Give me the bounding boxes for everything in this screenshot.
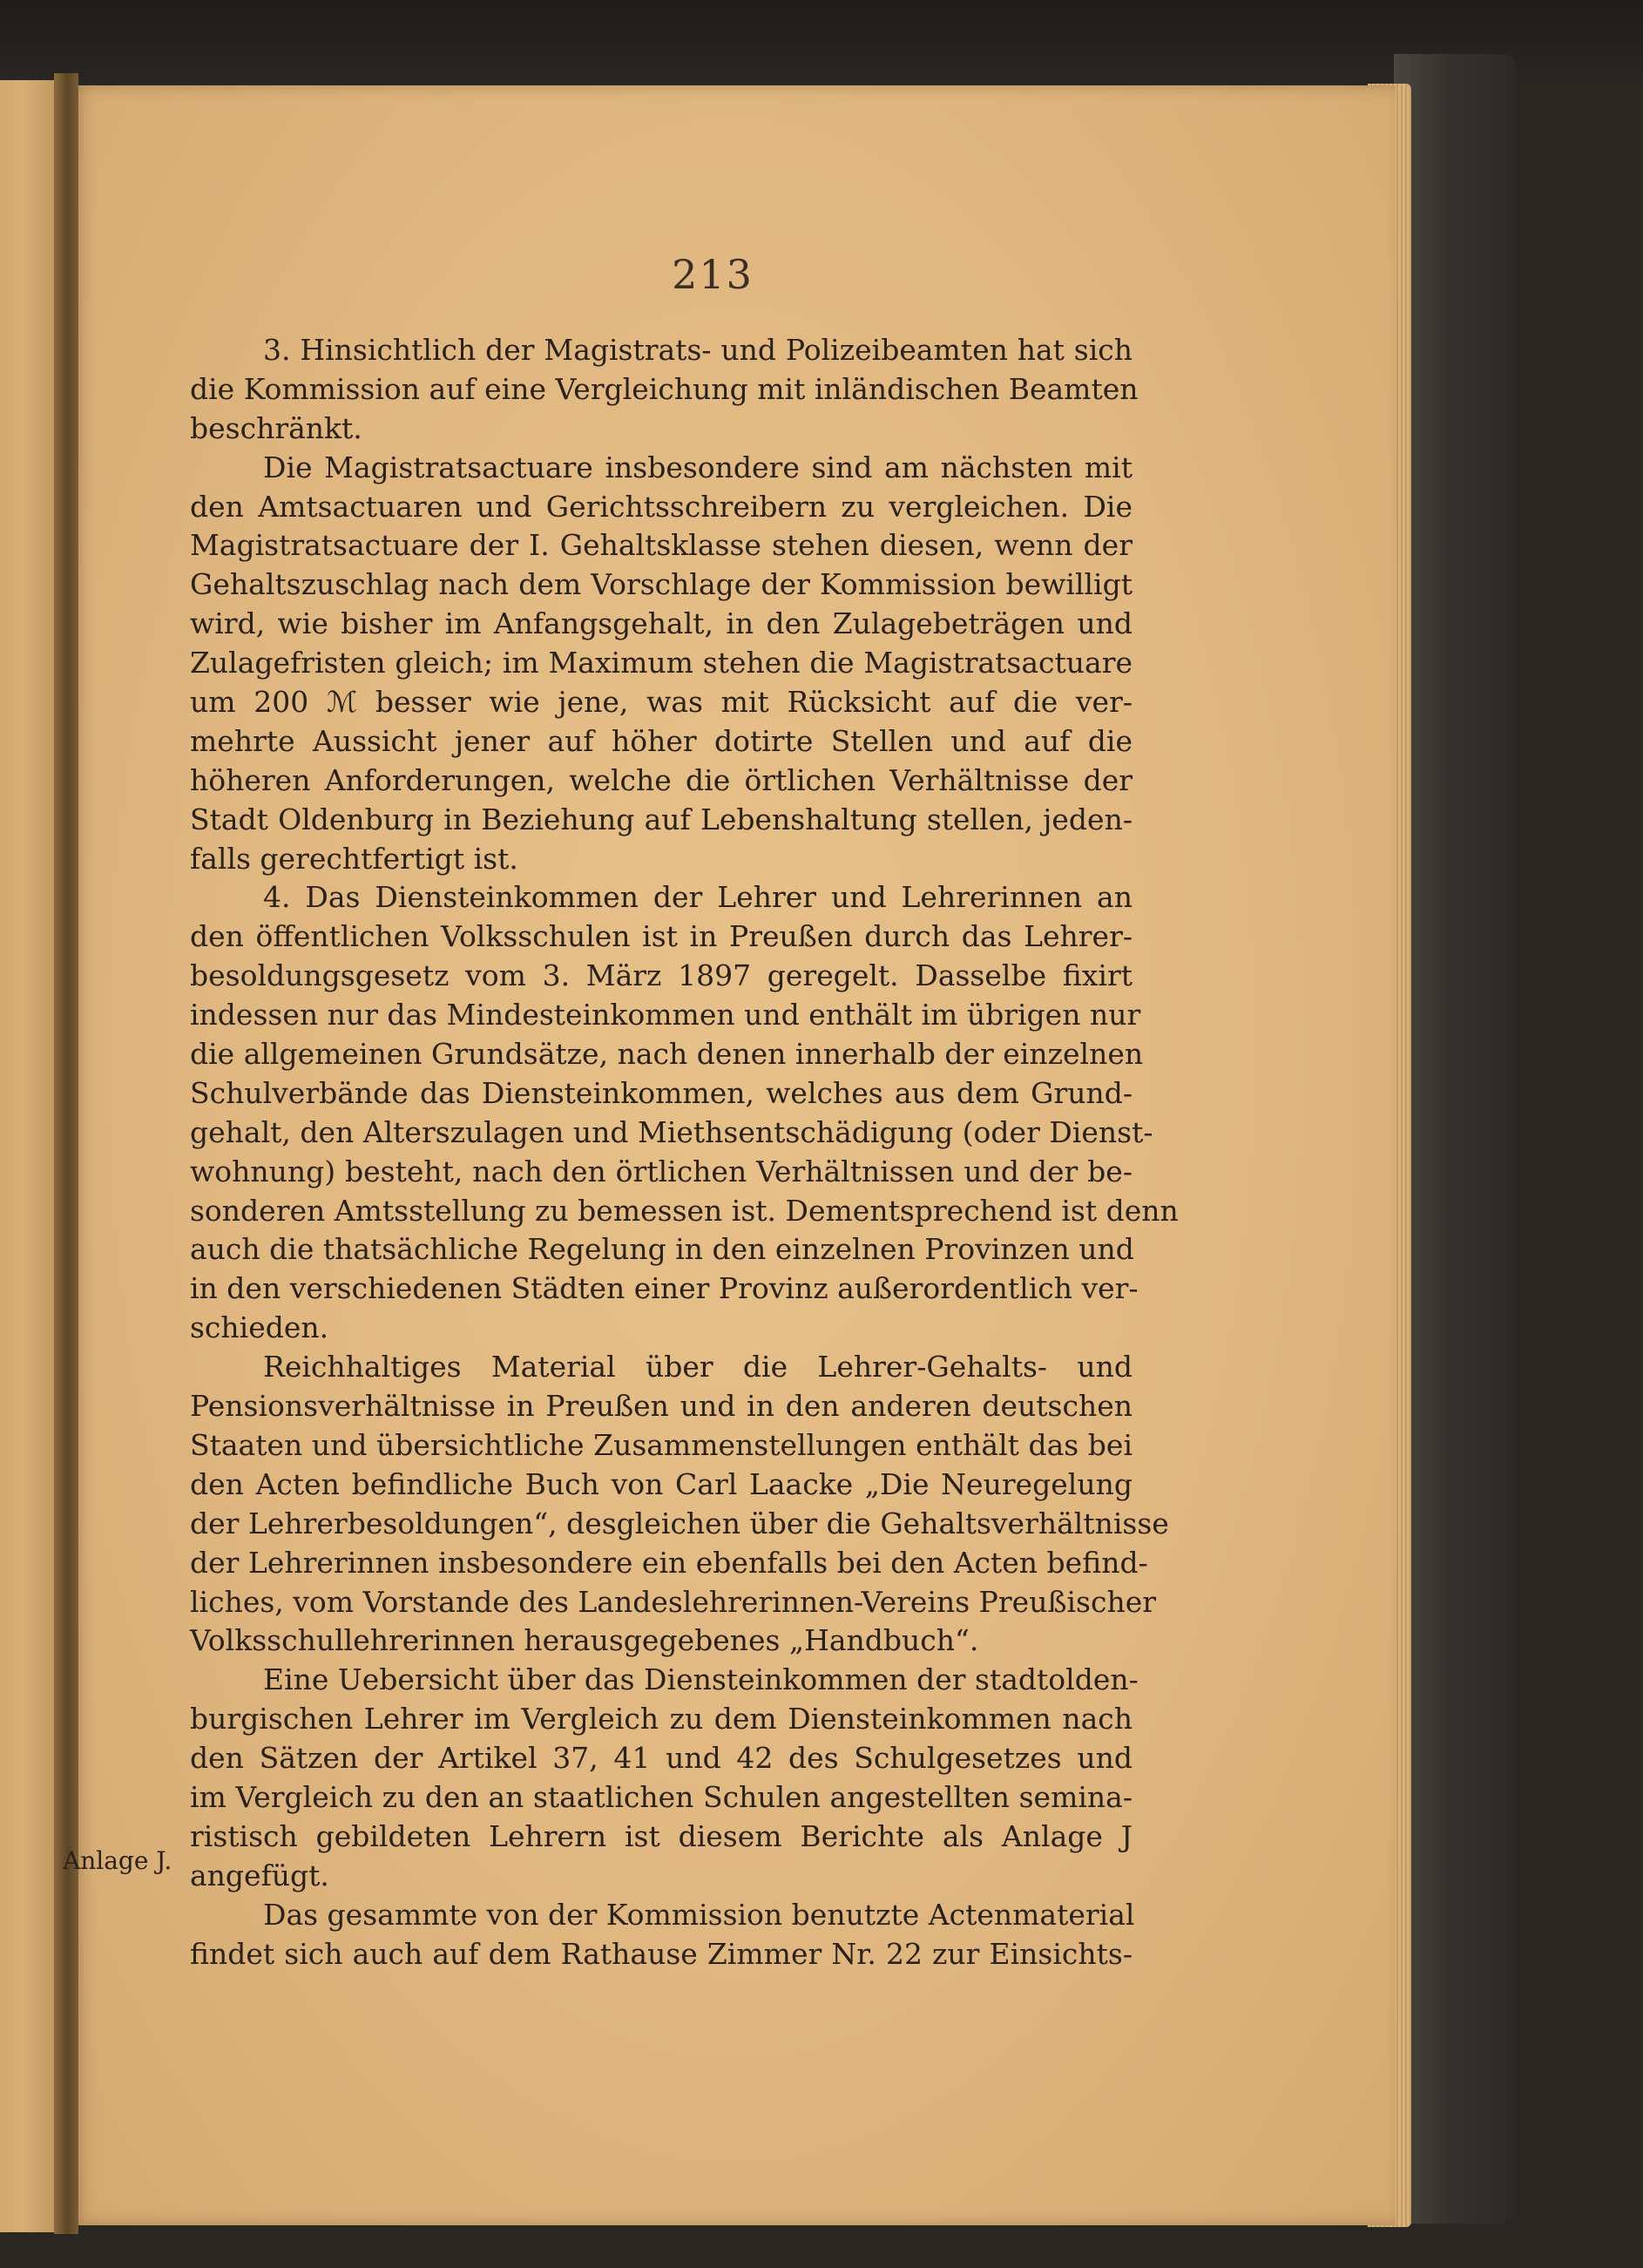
text-line: Magistratsactuare der I. Gehaltsklasse stehen diesen, wenn der [190, 528, 1133, 563]
text-line: Reichhaltiges Material über die Lehrer-Gehalts- und [263, 1350, 1133, 1384]
text-line: Eine Uebersicht über das Diensteinkommen der stadtolden- [263, 1662, 1139, 1697]
text-line: den Acten befindliche Buch von Carl Laacke „Die Neuregelung [190, 1466, 1133, 1501]
text-line: den öffentlichen Volksschulen ist in Preußen durch das Lehrer- [190, 919, 1133, 954]
text-line: indessen nur das Mindesteinkommen und enthält im übrigen nur [190, 998, 1141, 1032]
text-line: der Lehrerbesoldungen“, desgleichen über die Gehaltsverhältnisse [190, 1506, 1169, 1540]
book-cover-edge [1394, 54, 1516, 2224]
text-line: 3. Hinsichtlich der Magistrats- und Polizeibeamten hat sich [263, 333, 1133, 367]
text-line: angefügt. [190, 1858, 329, 1892]
text-line: sonderen Amtsstellung zu bemessen ist. Dementsprechend ist denn [190, 1193, 1179, 1228]
text-line: die Kommission auf eine Vergleichung mit inländischen Beamten [190, 371, 1139, 406]
text-line: Staaten und übersichtliche Zusammenstellungen enthält das bei [190, 1427, 1133, 1462]
body-text [190, 331, 1179, 1973]
text-line: beschränkt. [190, 410, 362, 445]
text-line: auch die thatsächliche Regelung in den einzelnen Provinzen und [190, 1232, 1134, 1267]
text-line: liches, vom Vorstande des Landeslehrerinnen-Vereins Preußischer [190, 1584, 1157, 1619]
text-line: Das gesammte von der Kommission benutzte Actenmaterial [263, 1897, 1135, 1932]
text-line: den Sätzen der Artikel 37, 41 und 42 des Schulgesetzes und [190, 1741, 1133, 1776]
text-line: wird, wie bisher im Anfangsgehalt, in den Zulagebeträgen und [190, 606, 1133, 641]
text-line: 4. Das Diensteinkommen der Lehrer und Lehrerinnen an [263, 880, 1133, 915]
text-line: ristisch gebildeten Lehrern ist diesem Berichte als Anlage J [190, 1818, 1133, 1853]
text-line: besoldungsgesetz vom 3. März 1897 geregelt. Dasselbe fixirt [190, 958, 1133, 993]
text-line: Zulagefristen gleich; im Maximum stehen die Magistratsactuare [190, 646, 1133, 680]
text-line: Schulverbände das Diensteinkommen, welches aus dem Grund- [190, 1075, 1133, 1110]
text-line: burgischen Lehrer im Vergleich zu dem Diensteinkommen nach [190, 1702, 1133, 1737]
text-line: Gehaltszuschlag nach dem Vorschlage der Kommission bewilligt [190, 567, 1133, 602]
text-line: schieden. [190, 1310, 329, 1345]
text-line: die allgemeinen Grundsätze, nach denen innerhalb der einzelnen [190, 1037, 1144, 1072]
text-line: den Amtsactuaren und Gerichtsschreibern zu vergleichen. Die [190, 489, 1133, 524]
text-line: wohnung) besteht, nach den örtlichen Verhältnissen und der be- [190, 1154, 1133, 1188]
text-line: falls gerechtfertigt ist. [190, 841, 518, 876]
text-line: höheren Anforderungen, welche die örtlichen Verhältnisse der [190, 762, 1133, 797]
text-line: Die Magistratsactuare insbesondere sind am nächsten mit [263, 450, 1133, 484]
text-line: Volksschullehrerinnen herausgegebenes „Handbuch“. [190, 1623, 979, 1658]
page-number: 213 [672, 251, 754, 298]
book-gutter [54, 73, 78, 2234]
margin-note: Anlage J. [63, 1846, 172, 1875]
text-line: mehrte Aussicht jener auf höher dotirte Stellen und auf die [190, 723, 1133, 758]
text-line: Stadt Oldenburg in Beziehung auf Lebenshaltung stellen, jeden- [190, 802, 1133, 836]
text-line: gehalt, den Alterszulagen und Miethsentschädigung (oder Dienst- [190, 1114, 1153, 1149]
text-line: findet sich auch auf dem Rathause Zimmer Nr. 22 zur Einsichts- [190, 1936, 1133, 1971]
text-line: in den verschiedenen Städten einer Provinz außerordentlich ver- [190, 1271, 1139, 1306]
text-line: um 200 ℳ besser wie jene, was mit Rücksicht auf die ver- [190, 685, 1133, 720]
text-line: der Lehrerinnen insbesondere ein ebenfalls bei den Acten befind- [190, 1545, 1148, 1580]
text-line: Pensionsverhältnisse in Preußen und in den anderen deutschen [190, 1389, 1133, 1424]
text-line: im Vergleich zu den an staatlichen Schulen angestellten semina- [190, 1779, 1133, 1814]
